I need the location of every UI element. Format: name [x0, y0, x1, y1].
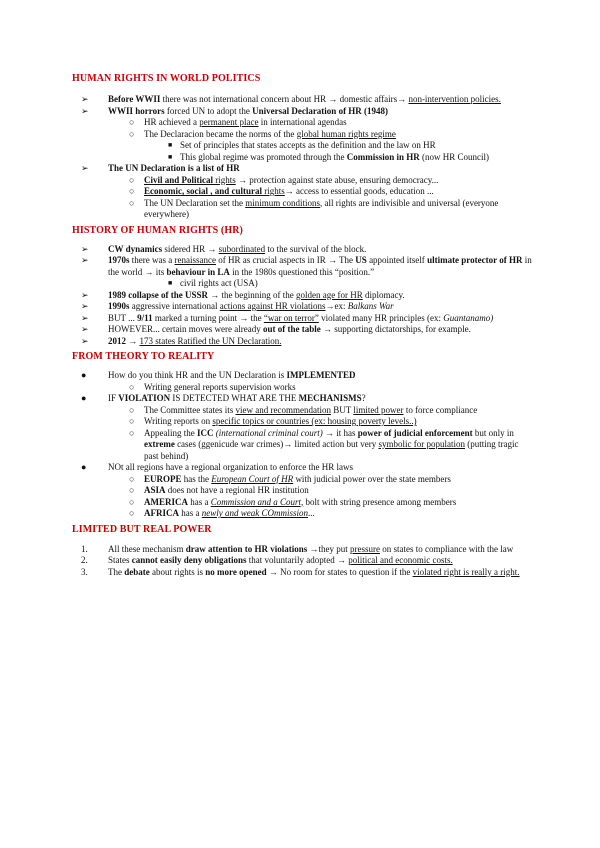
circle-bullet-icon: ○	[129, 508, 135, 518]
circle-bullet-icon: ○	[129, 485, 135, 495]
text-run: pressure	[349, 543, 380, 554]
section-heading: HISTORY OF HUMAN RIGHTS (HR)	[72, 224, 243, 236]
arrow-bullet-icon: ➢	[81, 335, 89, 346]
list-item-text	[144, 405, 477, 415]
text-run: 9/11	[137, 312, 153, 323]
text-run: The	[108, 566, 125, 577]
text-run: , all rights are indivisible and universal (everyone everywhere)	[144, 197, 499, 219]
list-item-text	[108, 370, 356, 380]
document-content	[72, 72, 532, 578]
section-heading: LIMITED BUT REAL POWER	[72, 523, 212, 535]
text-run: Civil and Political	[144, 174, 214, 185]
list-item-text	[108, 290, 405, 300]
list-item-text	[108, 94, 501, 104]
circle-bullet-icon: ○	[129, 416, 135, 426]
list-item-text	[144, 175, 438, 185]
text-run: Guantanamo)	[443, 312, 494, 323]
list-item	[72, 106, 532, 118]
text-run: → the beginning of the	[208, 289, 296, 300]
list-item	[72, 405, 532, 417]
list-item	[72, 370, 532, 382]
circle-bullet-icon: ○	[129, 381, 135, 392]
list-item	[72, 198, 532, 221]
text-run: ASIA	[144, 485, 166, 495]
dot-bullet-icon: ●	[81, 370, 87, 380]
text-run: EUROPE	[144, 473, 182, 484]
text-run: CW dynamics	[108, 243, 163, 254]
arrow-bullet-icon: ➢	[81, 324, 89, 334]
text-run: Writing reports on	[144, 416, 213, 426]
text-run: How do you think HR and the UN Declaration is	[108, 370, 287, 380]
list-item-text	[108, 163, 240, 173]
list-item	[72, 382, 532, 394]
list-item	[72, 485, 532, 497]
arrow-bullet-icon: ➢	[81, 94, 89, 104]
text-run: forced UN to adopt the	[164, 105, 253, 116]
text-run: Commission and a Court,	[210, 496, 304, 507]
list-item	[72, 336, 532, 348]
text-run: ...	[308, 508, 315, 518]
list-item-text	[144, 198, 498, 220]
text-run: (international criminal court)	[215, 427, 323, 438]
text-run: limited power	[353, 404, 404, 415]
circle-bullet-icon: ○	[129, 404, 135, 415]
list-item-text	[108, 393, 366, 403]
text-run: VIOLATION	[118, 393, 171, 403]
list-item-text	[108, 255, 532, 277]
list-item-text	[144, 474, 451, 484]
text-run: “war on terror”	[263, 312, 319, 323]
list-item-text	[144, 428, 519, 461]
text-run: IF	[108, 393, 119, 403]
text-run: violated right is really a right.	[412, 566, 520, 577]
text-run: power of judicial enforcement	[357, 427, 473, 438]
list-item-text	[108, 462, 353, 472]
text-run: BUT	[330, 404, 354, 415]
list-item-text	[108, 567, 520, 577]
list-item-text	[108, 336, 281, 346]
list-item-text	[144, 497, 456, 507]
section	[72, 350, 532, 520]
list-item-text	[108, 313, 493, 323]
text-run: newly and weak COmmission	[201, 508, 308, 518]
square-bullet-icon: ■	[168, 141, 173, 149]
list-item	[72, 567, 532, 579]
text-run: ICC	[197, 427, 214, 438]
text-run: global human rights regime	[296, 128, 396, 139]
text-run: US	[355, 255, 367, 265]
text-run: NOt all regions have a regional organization to enforce the HR laws	[108, 462, 354, 472]
text-run: actions against HR violations	[219, 301, 326, 311]
text-run: of HR as crucial aspects in IR → The	[215, 255, 356, 265]
dot-bullet-icon: ●	[81, 462, 87, 472]
text-run: extreme	[144, 439, 175, 449]
text-run: 173 states Ratified the UN Declaration.	[139, 335, 282, 346]
text-run: → protection against state abuse, ensuring democracy...	[235, 174, 439, 185]
list-item-text	[108, 244, 366, 254]
text-run: → No room for states to question if the	[266, 566, 413, 577]
list-item	[72, 497, 532, 509]
text-run: This global regime was promoted through the	[180, 151, 347, 162]
dot-bullet-icon: ●	[81, 393, 87, 403]
text-run: → access to essential goods, education ...	[284, 186, 434, 196]
text-run: has a	[188, 496, 211, 507]
section	[72, 523, 532, 579]
list-item	[72, 278, 532, 290]
text-run: HR achieved a	[144, 117, 200, 127]
text-run: rights	[213, 174, 236, 185]
circle-bullet-icon: ○	[129, 427, 135, 438]
text-run: The Committee states its	[144, 404, 236, 415]
text-run: rights	[262, 186, 285, 196]
list-item	[72, 393, 532, 405]
circle-bullet-icon: ○	[129, 174, 135, 185]
list-item-text	[144, 508, 315, 518]
arrow-bullet-icon: ➢	[81, 243, 89, 254]
circle-bullet-icon: ○	[129, 117, 135, 127]
arrow-bullet-icon: ➢	[81, 289, 89, 300]
list-item	[72, 428, 532, 463]
arrow-bullet-icon: ➢	[81, 255, 89, 265]
section-heading: FROM THEORY TO REALITY	[72, 351, 215, 362]
text-run: bolt with string presence among members	[303, 496, 457, 507]
list-item	[72, 129, 532, 141]
text-run: 2012	[108, 335, 126, 346]
text-run: on states to compliance with the law	[379, 543, 514, 554]
list-item	[72, 416, 532, 428]
list-item-text	[144, 416, 417, 426]
list-number: 2.	[81, 555, 88, 565]
text-run: European Court of HR	[211, 473, 294, 484]
square-bullet-icon: ■	[168, 279, 173, 287]
text-run: in international agendas	[258, 117, 347, 127]
list-item	[72, 462, 532, 474]
list-item-text	[180, 152, 489, 162]
text-run: All these mechanism	[108, 543, 186, 554]
list-item-text	[144, 117, 347, 127]
text-run: Universal Declaration of HR (1948)	[252, 105, 389, 116]
text-run: renaissance	[174, 255, 216, 265]
text-run: marked a turning point → the	[152, 312, 264, 323]
text-run: aggressive international	[129, 301, 220, 311]
list-item-text	[144, 186, 434, 196]
section-heading: HUMAN RIGHTS IN WORLD POLITICS	[72, 73, 261, 84]
text-run: with judicial power over the state members	[293, 473, 451, 484]
text-run: ?	[361, 393, 366, 403]
list-item	[72, 117, 532, 129]
text-run: Writing general reports supervision works	[144, 381, 296, 392]
list-number: 1.	[81, 543, 88, 554]
text-run: → it has	[322, 427, 358, 438]
list-item	[72, 175, 532, 187]
text-run: to force compliance	[403, 404, 478, 415]
list-item	[72, 555, 532, 567]
list-item	[72, 163, 532, 175]
list-item-text	[144, 129, 396, 139]
section	[72, 224, 532, 348]
text-run: diplomacy.	[362, 289, 405, 300]
text-run: about rights is	[149, 566, 206, 577]
text-run: Economic, social , and cultural	[144, 186, 263, 196]
list-item	[72, 301, 532, 313]
text-run: no more opened	[205, 566, 267, 577]
list-item-text	[180, 278, 258, 288]
text-run: →ex:	[325, 301, 348, 311]
text-run: in the world → its	[108, 255, 532, 277]
list-item	[72, 186, 532, 198]
list-item	[72, 244, 532, 256]
text-run: debate	[124, 566, 150, 577]
text-run: specific topics or countries (ex: housing poverty levels..)	[212, 416, 417, 426]
list-item	[72, 140, 532, 152]
text-run: (now HR Council)	[419, 151, 489, 162]
text-run: MECHANISMS	[298, 393, 362, 403]
circle-bullet-icon: ○	[129, 473, 135, 484]
text-run: States	[108, 555, 132, 565]
text-run: behaviour in LA	[166, 266, 230, 277]
arrow-bullet-icon: ➢	[81, 301, 89, 311]
text-run: sidered HR →	[162, 243, 219, 254]
text-run: Balkans War	[347, 301, 394, 311]
list-item	[72, 544, 532, 556]
text-run: Appealing the	[144, 427, 197, 438]
text-run: cases (ggenicude war crimes)→ limited action but very	[174, 439, 379, 449]
text-run: BUT ...	[108, 312, 138, 323]
list-item-text	[144, 485, 309, 495]
list-item	[72, 290, 532, 302]
text-run: →	[126, 335, 140, 346]
text-run: Before WWII	[108, 94, 161, 104]
text-run: there was a	[129, 255, 175, 265]
text-run: 1989 collapse of the USSR	[108, 289, 209, 300]
square-bullet-icon: ■	[168, 152, 173, 161]
list-item	[72, 324, 532, 336]
text-run: subordinated	[218, 243, 266, 254]
text-run: to the survival of the block.	[265, 243, 367, 254]
text-run: The Declaracion became the norms of the	[144, 128, 297, 139]
text-run: Set of principles that states accepts as the definition and the law on HR	[180, 140, 436, 150]
text-run: out of the table	[262, 324, 321, 334]
text-run: AMERICA	[144, 496, 188, 507]
list-item	[72, 255, 532, 278]
section	[72, 72, 532, 221]
text-run: IS DETECTED WHAT ARE THE	[170, 393, 299, 403]
text-run: cannot easily deny obligations	[131, 555, 247, 565]
text-run: → supporting dictatorships, for example.	[320, 324, 471, 334]
text-run: view and recommendation	[235, 404, 331, 415]
circle-bullet-icon: ○	[129, 496, 135, 507]
text-run: draw attention to HR violations	[185, 543, 308, 554]
circle-bullet-icon: ○	[129, 186, 135, 196]
text-run: The UN Declaration is a list of HR	[108, 163, 240, 173]
text-run: but only in	[472, 427, 514, 438]
list-item	[72, 313, 532, 325]
list-item	[72, 508, 532, 520]
text-run: civil rights act (USA)	[180, 278, 258, 288]
text-run: appointed itself	[366, 255, 428, 265]
text-run: golden age for HR	[296, 289, 363, 300]
list-item	[72, 152, 532, 164]
list-item-text	[108, 324, 471, 334]
circle-bullet-icon: ○	[129, 197, 135, 208]
text-run: has a	[179, 508, 202, 518]
text-run: The UN Declaration set the	[144, 197, 246, 208]
text-run: non-intervention policies.	[408, 94, 501, 104]
text-run: there was not international concern about HR → domestic affairs→	[160, 94, 409, 104]
list-item	[72, 94, 532, 106]
text-run: WWII horrors	[108, 105, 165, 116]
list-item-text	[144, 382, 296, 392]
text-run: permanent place	[199, 117, 259, 127]
circle-bullet-icon: ○	[129, 128, 135, 139]
text-run: AFRICA	[144, 508, 179, 518]
text-run: (putting tragic past behind)	[144, 439, 519, 461]
text-run: in the 1980s questioned this “position.”	[229, 266, 375, 277]
list-item-text	[108, 106, 388, 116]
list-item-text	[108, 555, 453, 565]
list-number: 3.	[81, 566, 88, 577]
text-run: that voluntarily adopted →	[246, 555, 349, 565]
text-run: symbolic for population	[378, 439, 465, 449]
text-run: →they put	[307, 543, 350, 554]
text-run: 1990s	[108, 301, 130, 311]
arrow-bullet-icon: ➢	[81, 312, 89, 323]
text-run: political and economic costs.	[348, 555, 453, 565]
text-run: HOWEVER... certain moves were already	[108, 324, 263, 334]
list-item-text	[108, 301, 394, 311]
text-run: IMPLEMENTED	[286, 370, 356, 380]
list-item-text	[108, 544, 513, 554]
text-run: ultimate protector of HR	[427, 255, 523, 265]
text-run: does not have a regional HR institution	[165, 485, 309, 495]
arrow-bullet-icon: ➢	[81, 105, 89, 116]
text-run: has the	[181, 473, 212, 484]
text-run: minimum conditions	[245, 197, 320, 208]
list-item-text	[180, 140, 436, 150]
text-run: 1970s	[108, 255, 130, 265]
arrow-bullet-icon: ➢	[81, 163, 89, 173]
text-run: Commission in HR	[346, 151, 420, 162]
text-run: violated many HR principles (ex:	[318, 312, 444, 323]
list-item	[72, 474, 532, 486]
